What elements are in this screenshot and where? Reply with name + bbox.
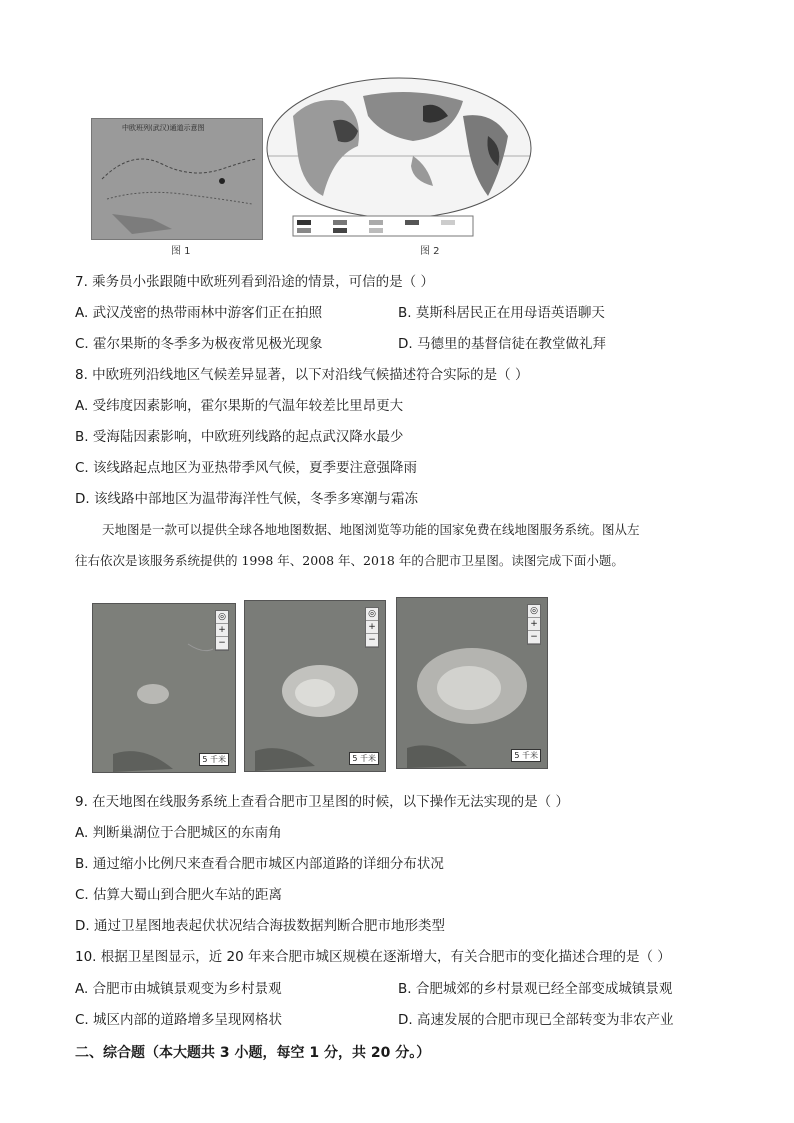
- figure-1-map: [91, 118, 263, 240]
- intro-line-2: 往右依次是该服务系统提供的 1998 年、2008 年、2018 年的合肥市卫星图。读图完成下面小题。: [75, 553, 624, 568]
- question-8-option-d: D. 该线路中部地区为温带海洋性气候，冬季多寒潮与霜冻: [75, 491, 418, 507]
- figure-1-caption: 图 1: [171, 246, 191, 257]
- satellite-image-1998: [92, 603, 236, 773]
- zoom-out-icon[interactable]: −: [366, 634, 378, 647]
- intro-line-1: 天地图是一款可以提供全球各地地图数据、地图浏览等功能的国家免费在线地图服务系统。图从左: [102, 522, 640, 537]
- figure-2-map: [263, 76, 535, 242]
- world-climate-map-graphic: [263, 76, 535, 242]
- zoom-out-icon[interactable]: −: [528, 631, 540, 644]
- zoom-in-icon[interactable]: +: [528, 618, 540, 631]
- question-9-option-a: A. 判断巢湖位于合肥城区的东南角: [75, 825, 282, 841]
- question-10-stem: 10. 根据卫星图显示，近 20 年来合肥市城区规模在逐渐增大，有关合肥市的变化描述合理的是（ ）: [75, 949, 671, 965]
- figure-2-caption: 图 2: [420, 246, 440, 257]
- compass-icon[interactable]: ◎: [366, 608, 378, 621]
- satellite-image-2018: [396, 597, 548, 769]
- zoom-in-icon[interactable]: +: [216, 624, 228, 637]
- zoom-in-icon[interactable]: +: [366, 621, 378, 634]
- section-2-heading: 二、综合题（本大题共 3 小题，每空 1 分，共 20 分。）: [75, 1045, 431, 1061]
- satellite-1998-graphic: [93, 604, 235, 772]
- compass-icon[interactable]: ◎: [216, 611, 228, 624]
- scale-label: 5 千米: [349, 752, 379, 765]
- scale-label: 5 千米: [511, 749, 541, 762]
- route-map-graphic: [92, 119, 262, 239]
- map-zoom-controls[interactable]: [215, 610, 229, 651]
- satellite-2008-graphic: [245, 601, 385, 771]
- map-zoom-controls[interactable]: [527, 604, 541, 645]
- satellite-image-2008: [244, 600, 386, 772]
- question-7-option-b: B. 莫斯科居民正在用母语英语聊天: [398, 305, 605, 321]
- compass-icon[interactable]: ◎: [528, 605, 540, 618]
- satellite-2018-graphic: [397, 598, 547, 768]
- question-9-stem: 9. 在天地图在线服务系统上查看合肥市卫星图的时候，以下操作无法实现的是（ ）: [75, 794, 569, 810]
- question-7-option-a: A. 武汉茂密的热带雨林中游客们正在拍照: [75, 305, 323, 321]
- question-9-option-c: C. 估算大蜀山到合肥火车站的距离: [75, 887, 283, 903]
- question-8-stem: 8. 中欧班列沿线地区气候差异显著，以下对沿线气候描述符合实际的是（ ）: [75, 367, 529, 383]
- question-8-option-b: B. 受海陆因素影响，中欧班列线路的起点武汉降水最少: [75, 429, 404, 445]
- question-8-option-c: C. 该线路起点地区为亚热带季风气候，夏季要注意强降雨: [75, 460, 418, 476]
- question-10-option-d: D. 高速发展的合肥市现已全部转变为非农产业: [398, 1012, 674, 1028]
- question-7-stem: 7. 乘务员小张跟随中欧班列看到沿途的情景，可信的是（ ）: [75, 274, 434, 290]
- question-10-option-c: C. 城区内部的道路增多呈现网格状: [75, 1012, 283, 1028]
- question-10-option-a: A. 合肥市由城镇景观变为乡村景观: [75, 981, 282, 997]
- question-7-option-d: D. 马德里的基督信徒在教堂做礼拜: [398, 336, 606, 352]
- figure-1-inner-title: 中欧班列(武汉)通道示意图: [122, 124, 205, 132]
- map-zoom-controls[interactable]: [365, 607, 379, 648]
- question-9-option-d: D. 通过卫星图地表起伏状况结合海拔数据判断合肥市地形类型: [75, 918, 445, 934]
- question-7-option-c: C. 霍尔果斯的冬季多为极夜常见极光现象: [75, 336, 323, 352]
- question-8-option-a: A. 受纬度因素影响，霍尔果斯的气温年较差比里昂更大: [75, 398, 404, 414]
- question-10-option-b: B. 合肥城郊的乡村景观已经全部变成城镇景观: [398, 981, 673, 997]
- scale-label: 5 千米: [199, 753, 229, 766]
- zoom-out-icon[interactable]: −: [216, 637, 228, 650]
- question-9-option-b: B. 通过缩小比例尺来查看合肥市城区内部道路的详细分布状况: [75, 856, 444, 872]
